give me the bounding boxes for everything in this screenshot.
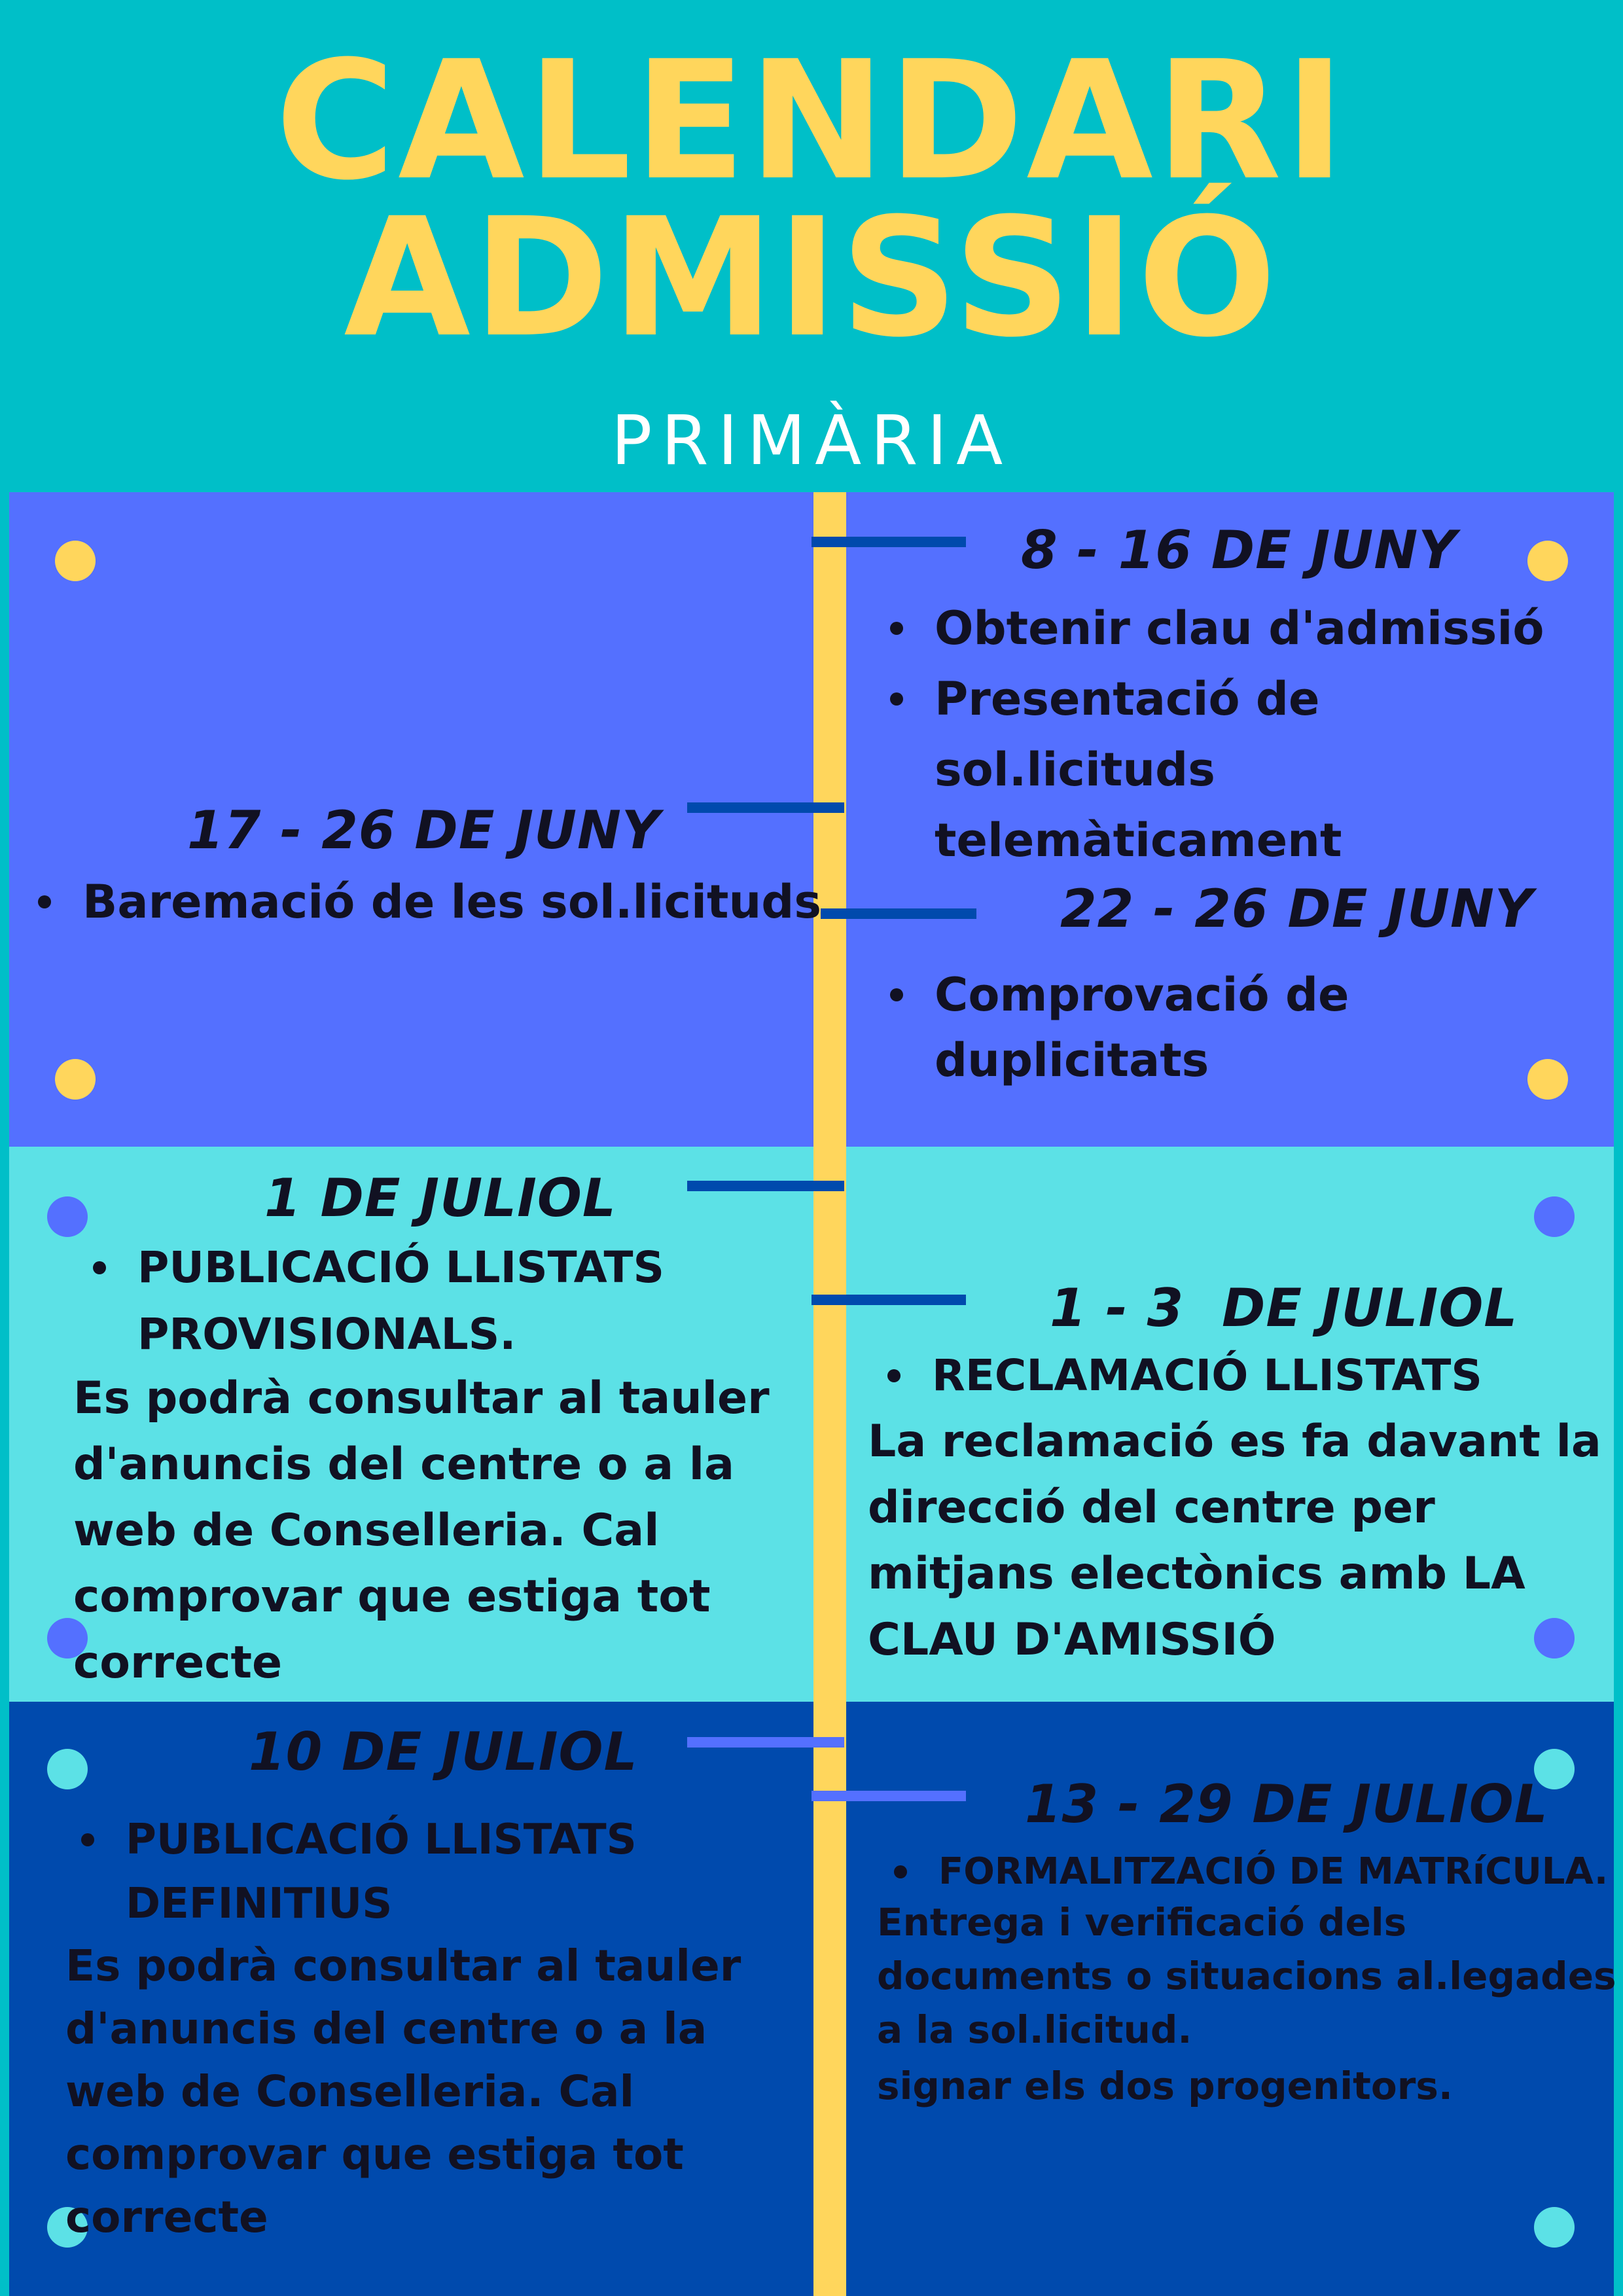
event-date-1: 8 - 16 DE JUNY — [1021, 520, 1457, 581]
event-note-4: Es podrà consultar al tauler d'anuncis del centre o a la web de Conselleria. Cal comprovar que estiga tot correcte — [73, 1372, 770, 1689]
decor-dot — [1527, 541, 1568, 581]
event-item: RECLAMACIÓ LLISTATS — [887, 1343, 1607, 1408]
event-items-2 — [38, 869, 823, 935]
connector-bar — [687, 802, 844, 813]
event-item: Presentació de sol.licituds telemàticament — [890, 664, 1597, 876]
event-item: Comprovació de duplicitats — [890, 962, 1610, 1093]
connector-bar — [812, 537, 966, 547]
event-items-1 — [890, 593, 1597, 876]
event-date-2: 17 - 26 DE JUNY — [187, 800, 660, 861]
event-item: FORMALITZACIÓ DE MATRíCULA. — [894, 1844, 1614, 1899]
decor-dot — [47, 1749, 88, 1789]
event-items-3 — [890, 962, 1610, 1093]
connector-bar — [687, 1737, 844, 1748]
subtitle: PRIMÀRIA — [611, 401, 1012, 480]
event-items-7 — [894, 1844, 1614, 1899]
title-line-1: CALENDARI — [275, 26, 1348, 216]
event-note-6: Es podrà consultar al tauler d'anuncis del centre o a la web de Conselleria. Cal comprovar que estiga tot correcte — [65, 1941, 741, 2242]
event-date-3: 22 - 26 DE JUNY — [1060, 878, 1533, 939]
event-note-7b: signar els dos progenitors. — [877, 2064, 1453, 2108]
decor-dot — [55, 1059, 96, 1100]
decor-dot — [47, 1196, 88, 1237]
event-date-4: 1 DE JULIOL — [264, 1168, 616, 1229]
title-line-2: ADMISSIÓ — [344, 183, 1279, 373]
decor-dot — [1534, 1196, 1575, 1237]
event-item: PUBLICACIÓ LLISTATS PROVISIONALS. — [93, 1234, 721, 1368]
event-item: PUBLICACIÓ LLISTATS DEFINITIUS — [81, 1808, 722, 1936]
event-date-7: 13 - 29 DE JULIOL — [1025, 1774, 1548, 1835]
connector-bar — [687, 1181, 844, 1191]
timeline-spine — [813, 492, 846, 2296]
event-items-4 — [93, 1234, 721, 1368]
connector-bar — [812, 1295, 966, 1305]
decor-dot — [1534, 2207, 1575, 2248]
connector-bar — [812, 1791, 966, 1801]
event-item: Obtenir clau d'admissió — [890, 593, 1597, 664]
event-items-6 — [81, 1808, 722, 1936]
event-note-7: Entrega i verificació dels documents o situacions al.legades a la sol.licitud. — [877, 1900, 1616, 2052]
event-note-5: La reclamació es fa davant la direcció del centre per mitjans electònics amb LA CLAU D'AMISSIÓ — [868, 1416, 1601, 1666]
decor-dot — [55, 541, 96, 581]
connector-bar — [821, 908, 976, 919]
event-item: Baremació de les sol.licituds — [38, 869, 823, 935]
event-date-5: 1 - 3 DE JULIOL — [1050, 1278, 1518, 1338]
event-items-5 — [887, 1343, 1607, 1408]
event-date-6: 10 DE JULIOL — [249, 1721, 638, 1782]
